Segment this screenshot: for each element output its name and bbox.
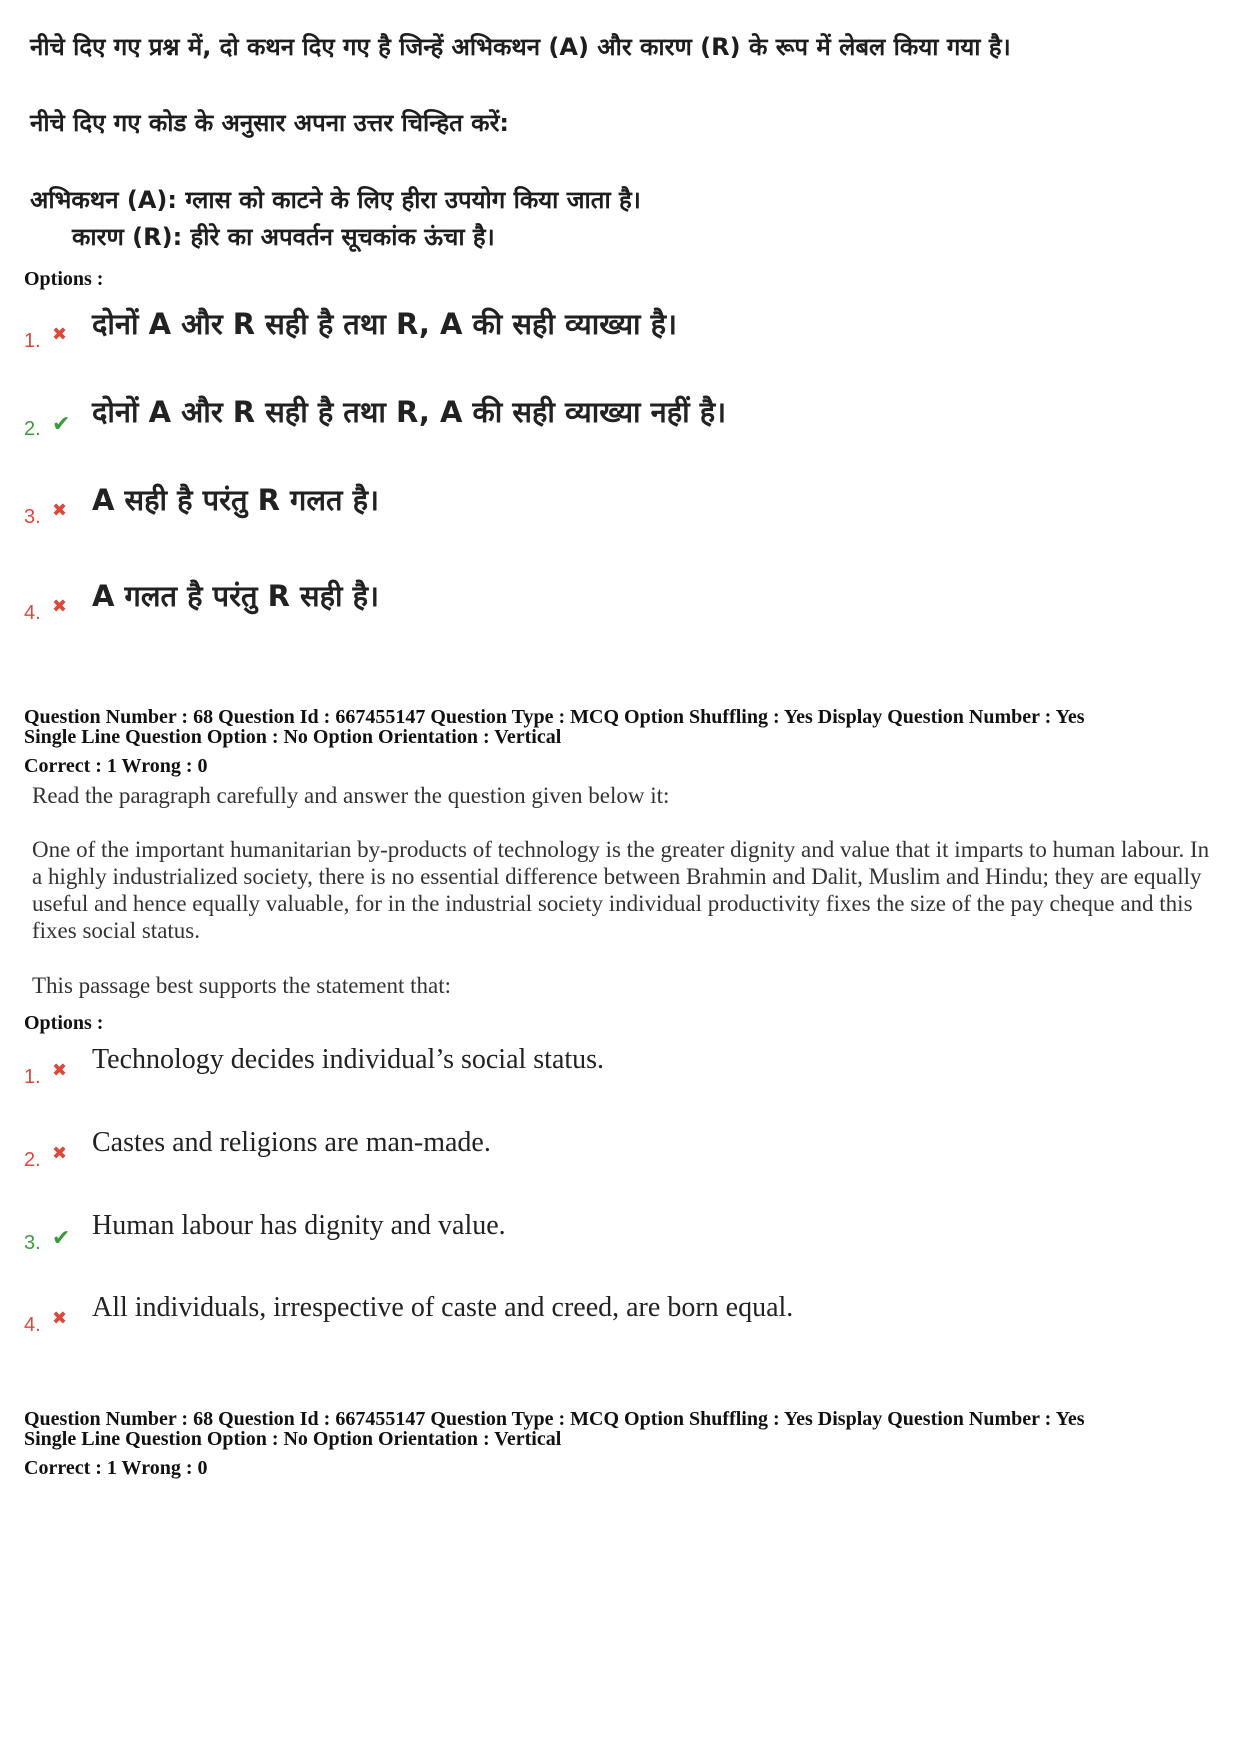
cross-icon: ✖ [52, 1308, 68, 1329]
option-number: 1. [24, 1066, 41, 1088]
option-number: 3. [24, 506, 41, 528]
option-text: Castes and religions are man-made. [92, 1127, 491, 1158]
cross-icon: ✖ [52, 500, 68, 521]
q2-options-label: Options : [24, 1012, 104, 1034]
q2-option-2[interactable] [0, 1123, 1240, 1183]
check-icon: ✔ [52, 1226, 71, 1251]
q1-option-3[interactable] [0, 480, 1240, 540]
q2-instruction: Read the paragraph carefully and answer the question given below it: [32, 783, 670, 808]
option-number: 3. [24, 1232, 41, 1254]
q2-meta-line1: Question Number : 68 Question Id : 667455147 Question Type : MCQ Option Shuffling : Yes Display Question Number : Yes [24, 706, 1085, 728]
q1-intro-line2: नीचे दिए गए कोड के अनुसार अपना उत्तर चिन्हित करें: [30, 109, 509, 137]
q2-paragraph: One of the important humanitarian by-products of technology is the greater dignity and value that it imparts to human labour. In a highly industrialized society, there is no essential difference between Brahmin and Dalit, Muslim and Hindu; they are equally useful and hence equally valuable, for in the industrial society individual productivity fixes the size of the pay cheque and this fixes social status. [32, 837, 1210, 943]
q1-assertion: अभिकथन (A): ग्लास को काटने के लिए हीरा उपयोग किया जाता है। [30, 186, 641, 214]
q2-option-4[interactable] [0, 1288, 1240, 1348]
q2-option-3[interactable] [0, 1206, 1240, 1266]
q1-options-label: Options : [24, 268, 104, 290]
cross-icon: ✖ [52, 1060, 68, 1081]
q2-option-1[interactable] [0, 1040, 1240, 1100]
option-text: Human labour has dignity and value. [92, 1210, 506, 1241]
option-number: 1. [24, 330, 41, 352]
option-number: 4. [24, 602, 41, 624]
q3-meta-line1: Question Number : 68 Question Id : 667455147 Question Type : MCQ Option Shuffling : Yes Display Question Number : Yes [24, 1408, 1085, 1430]
check-icon: ✔ [52, 412, 71, 437]
q2-question: This passage best supports the statement that: [32, 973, 452, 998]
cross-icon: ✖ [52, 1143, 68, 1164]
option-text: Technology decides individual’s social status. [92, 1044, 605, 1075]
q1-intro-line1: नीचे दिए गए प्रश्न में, दो कथन दिए गए है जिन्हें अभिकथन (A) और कारण (R) के रूप में लेबल किया गया है। [30, 33, 1011, 61]
option-number: 2. [24, 418, 41, 440]
cross-icon: ✖ [52, 596, 68, 617]
option-text: A सही है परंतु R गलत है। [92, 483, 380, 517]
q1-option-1[interactable] [0, 304, 1240, 364]
q1-reason: कारण (R): हीरे का अपवर्तन सूचकांक ऊंचा है। [72, 223, 495, 251]
option-text: दोनों A और R सही है तथा R, A की सही व्याख्या नहीं है। [92, 395, 727, 429]
option-number: 2. [24, 1149, 41, 1171]
q3-meta-line2: Single Line Question Option : No Option Orientation : Vertical [24, 1428, 562, 1450]
q1-option-2[interactable] [0, 392, 1240, 452]
option-text: All individuals, irrespective of caste and creed, are born equal. [92, 1292, 794, 1323]
q1-option-4[interactable] [0, 576, 1240, 636]
q2-meta-line2: Single Line Question Option : No Option Orientation : Vertical [24, 726, 562, 748]
option-text: दोनों A और R सही है तथा R, A की सही व्याख्या है। [92, 307, 678, 341]
q2-correct-wrong: Correct : 1 Wrong : 0 [24, 755, 208, 777]
q3-correct-wrong: Correct : 1 Wrong : 0 [24, 1457, 208, 1479]
option-number: 4. [24, 1314, 41, 1336]
option-text: A गलत है परंतु R सही है। [92, 579, 380, 613]
cross-icon: ✖ [52, 324, 68, 345]
